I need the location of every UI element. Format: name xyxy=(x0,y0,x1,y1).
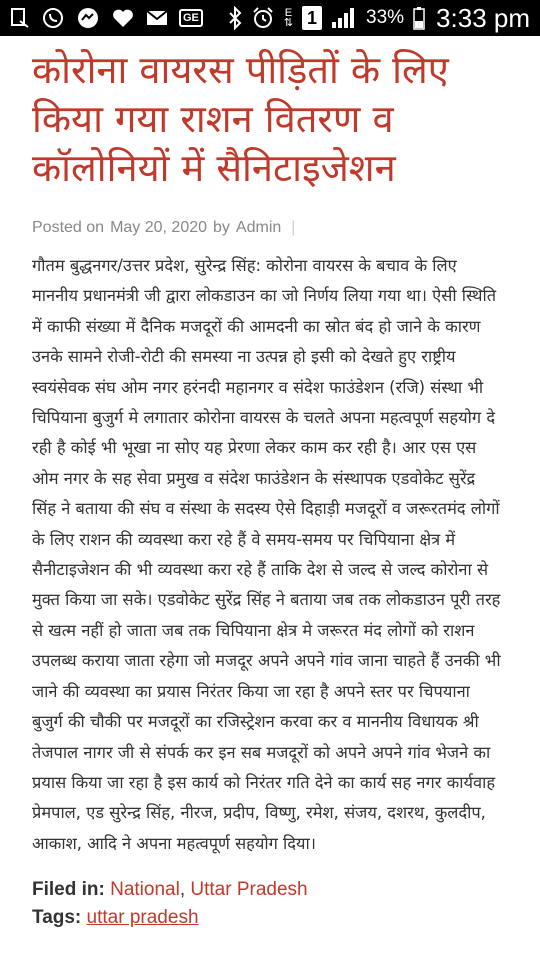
bluetooth-icon xyxy=(228,6,242,30)
clock: 3:33 pm xyxy=(436,2,530,33)
category-link-national[interactable]: National xyxy=(110,879,180,901)
post-date[interactable]: May 20, 2020 xyxy=(110,219,208,236)
posted-on-label: Posted on xyxy=(32,219,105,236)
battery-icon xyxy=(413,6,425,30)
tag-link-uttar-pradesh[interactable]: uttar pradesh xyxy=(86,907,199,929)
signal-strength-icon xyxy=(331,6,357,30)
screenshot-icon xyxy=(10,7,30,29)
heart-icon xyxy=(111,7,135,29)
author-link[interactable]: Admin xyxy=(235,219,282,236)
category-link-uttar-pradesh[interactable]: Uttar Pradesh xyxy=(190,879,308,901)
ge-app-icon: GE xyxy=(179,9,203,27)
status-bar xyxy=(0,0,540,36)
article-title: कोरोना वायरस पीड़ितों के लिए किया गया राशन वितरण व कॉलोनियों में सैनिटाइजेशन xyxy=(32,48,449,190)
filed-in-label: Filed in: xyxy=(32,879,105,901)
tags xyxy=(32,907,508,929)
tags-label: Tags: xyxy=(32,907,82,929)
network-type-label: E xyxy=(284,7,293,19)
article xyxy=(0,46,540,929)
meta-separator: | xyxy=(291,219,296,236)
article-body: गौतम बुद्धनगर/उत्तर प्रदेश, सुरेन्द्र सिंह: कोरोना वायरस के बचाव के लिए माननीय प्रधानमंत्री जी द्वारा लोकडाउन का जो निर्णय लिया गया था। ऐसी स्थिति में काफी संख्या में दैनिक मजदूरों की आमदनी का स्रोत बंद हो जाने के कारण उनके सामने रोजी-रोटी की समस्या ना उत्पन्न हो इसी को देखते हुए राष्ट्रीय स्वयंसेवक संघ ओम नगर हरंनदी महानगर व संदेश फाउंडेशन (रजि) संस्था भी चिपियाना बुजुर्ग मे लगातार कोरोना वायरस के चलते अपना महत्वपूर्ण सहयोग दे रही है कोई भी भूखा ना सोए यह प्रेरणा लेकर काम कर रही है। आर एस एस ओम नगर के सह सेवा प्रमुख व संदेश फाउंडेशन के संस्थापक एडवोकेट सुरेंद्र सिंह ने बताया की संघ व संस्था के सदस्य ऐसे दिहाड़ी मजदूरों व जरूरतमंद लोगों के लिए राशन की व्यवस्था करा रहे हैं वे समय-समय पर चिपियाना क्षेत्र में सैनीटाइजेशन की भी व्यवस्था करा रहे हैं ताकि देश से जल्द से जल्द कोरोना से मुक्त किया जा सके। एडवोकेट सुरेंद्र सिंह ने बताया जब तक लोकडाउन पूरी तरह से खत्म नहीं हो जाता जब तक चिपियाना क्षेत्र मे जरूरत मंद लोगों को राशन उपलब्ध कराया जाता रहेगा जो मजदूर अपने अपने गांव जाना चाहते हैं उनकी भी जाने की व्यवस्था का प्रयास निरंतर किया जा रहा है अपने स्तर पर चिपयाना बुजुर्ग की चौकी पर मजदूरों का रजिस्ट्रेशन करवा कर व माननीय विधायक श्री तेजपाल नागर जी से संपर्क कर इन सब मजदूरों को अपने अपने गांव भेजने का प्रयास किया जा रहा है इस कार्य को निरंतर गति देने का कार्य सह नगर कार्यवाह प्रेमपाल, एड सुरेन्द्र सिंह, नीरज, प्रदीप, विष्णु, रमेश, संजय, दशरथ, कुलदीप, आकाश, आदि ने अपना महत्वपूर्ण सहयोग दिया। xyxy=(32,256,501,853)
whatsapp-icon xyxy=(41,6,65,30)
post-meta xyxy=(32,219,508,237)
sim-slot-icon: 1 xyxy=(302,6,322,30)
battery-percent: 33% xyxy=(366,7,405,28)
mail-icon xyxy=(146,9,168,27)
by-label: by xyxy=(213,219,230,236)
data-arrows-icon: ⇅ xyxy=(283,17,294,29)
messenger-icon xyxy=(76,6,100,30)
network-type-indicator xyxy=(284,8,293,28)
category-separator: , xyxy=(179,879,186,901)
filed-in xyxy=(32,879,508,901)
alarm-icon xyxy=(251,6,275,30)
